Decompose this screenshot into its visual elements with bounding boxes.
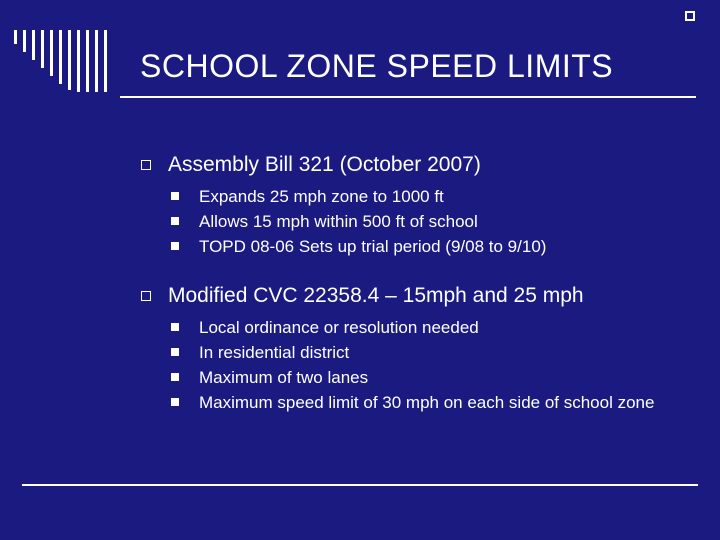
slide-title: SCHOOL ZONE SPEED LIMITS: [140, 48, 614, 84]
sub-bullet-text: Expands 25 mph zone to 1000 ft: [199, 187, 444, 206]
title-divider: [120, 96, 696, 98]
sub-bullet-item: [168, 315, 700, 340]
filled-square-icon: [171, 242, 179, 250]
corner-square-icon: [685, 11, 695, 21]
decor-bar: [14, 30, 17, 44]
decor-bar: [68, 30, 71, 90]
sub-bullet-text: TOPD 08-06 Sets up trial period (9/08 to 9/10): [199, 237, 547, 256]
sub-bullet-item: [168, 340, 700, 365]
decor-bar: [32, 30, 35, 60]
sub-bullet-item: [168, 390, 700, 415]
sub-bullet-list: [168, 315, 700, 415]
decor-bar: [23, 30, 26, 52]
sub-bullet-text: In residential district: [199, 343, 350, 362]
bullet-text: Assembly Bill 321 (October 2007): [168, 153, 481, 176]
decor-bar: [86, 30, 89, 92]
sub-bullet-item: [168, 365, 700, 390]
decor-bar: [41, 30, 44, 68]
sub-bullet-text: Maximum speed limit of 30 mph on each side of school zone: [199, 393, 655, 412]
filled-square-icon: [171, 348, 179, 356]
bullet-item: [140, 283, 700, 309]
bullet-item: [140, 152, 700, 178]
decor-bar: [77, 30, 80, 92]
bullet-list: [140, 152, 700, 415]
filled-square-icon: [171, 398, 179, 406]
decor-bar: [104, 30, 107, 92]
sub-bullet-item: [168, 234, 700, 259]
decor-bar: [95, 30, 98, 92]
filled-square-icon: [171, 373, 179, 381]
filled-square-icon: [171, 323, 179, 331]
decor-bar: [59, 30, 62, 84]
filled-square-icon: [171, 192, 179, 200]
hollow-square-icon: [141, 160, 151, 170]
hollow-square-icon: [141, 291, 151, 301]
bullet-text: Modified CVC 22358.4 – 15mph and 25 mph: [168, 284, 584, 307]
sub-bullet-text: Allows 15 mph within 500 ft of school: [199, 212, 478, 231]
footer-divider: [22, 484, 698, 486]
sub-bullet-item: [168, 209, 700, 234]
sub-bullet-text: Local ordinance or resolution needed: [199, 318, 479, 337]
filled-square-icon: [171, 217, 179, 225]
sub-bullet-item: [168, 184, 700, 209]
decorative-bars: [14, 30, 124, 92]
sub-bullet-list: [168, 184, 700, 259]
decor-bar: [50, 30, 53, 76]
sub-bullet-text: Maximum of two lanes: [199, 368, 369, 387]
